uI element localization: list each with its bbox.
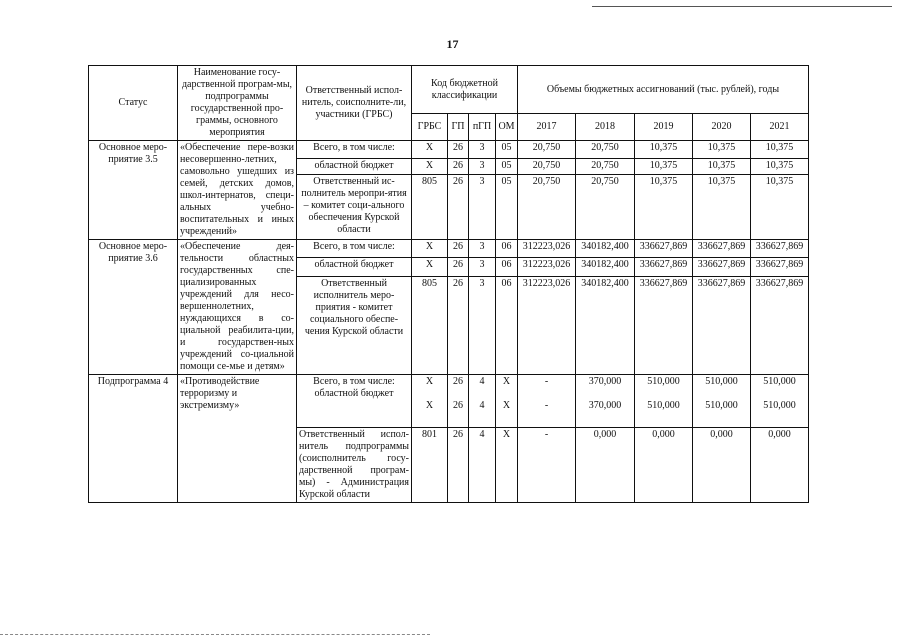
value-cell: 336627,869: [751, 258, 809, 277]
value: 510,000: [647, 400, 680, 411]
value: -: [544, 376, 549, 387]
code-cell: 05: [496, 141, 518, 159]
value-cell: 10,375: [751, 141, 809, 159]
name-cell: «Обеспечение пере-возки несовершенно-летних, самовольно ушедших из семей, детских домов, школ-интернатов, специ-альных учебно-воспитательных и иных учреждений»: [178, 141, 297, 240]
code-cell: 26: [448, 277, 469, 375]
code-cell: 26: [448, 258, 469, 277]
name-cell: «Противодействие терроризму и экстремизму»: [178, 375, 297, 503]
table-row: [89, 240, 809, 258]
header-year: 2019: [635, 114, 693, 141]
header-name: Наименование госу-дарственной програм-мы, подпрограммы государственной про-граммы, основного мероприятия: [178, 66, 297, 141]
top-rule: [592, 6, 892, 7]
code-cell: [412, 375, 448, 428]
value: 370,000: [588, 400, 622, 411]
value-cell: [751, 375, 809, 428]
header-year: 2017: [518, 114, 576, 141]
code-cell: [448, 375, 469, 428]
responsible-cell: Всего, в том числе:: [297, 141, 412, 159]
value-cell: 20,750: [576, 159, 635, 175]
value-cell: 340182,400: [576, 240, 635, 258]
code-value: Х: [502, 376, 511, 387]
code-cell: Х: [412, 258, 448, 277]
value-cell: 20,750: [518, 141, 576, 159]
code-cell: 3: [469, 174, 496, 239]
status-cell: Основное меро-приятие 3.6: [89, 240, 178, 375]
code-cell: Х: [412, 141, 448, 159]
code-cell: Х: [496, 428, 518, 503]
code-cell: 3: [469, 159, 496, 175]
value-cell: 10,375: [635, 141, 693, 159]
responsible-cell: областной бюджет: [297, 258, 412, 277]
code-value: 4: [479, 400, 485, 411]
responsible-cell: Всего, в том числе: областной бюджет: [297, 375, 412, 428]
value-cell: 20,750: [518, 159, 576, 175]
code-cell: 4: [469, 428, 496, 503]
code-value: 4: [479, 376, 485, 387]
value-cell: 336627,869: [635, 258, 693, 277]
value-cell: 336627,869: [693, 277, 751, 375]
budget-table: [88, 65, 809, 503]
value-cell: 20,750: [518, 174, 576, 239]
code-cell: 805: [412, 174, 448, 239]
value-cell: -: [518, 428, 576, 503]
header-row-1: [89, 66, 809, 114]
code-cell: 06: [496, 258, 518, 277]
code-value: Х: [425, 376, 434, 387]
value: -: [544, 400, 549, 411]
value: 510,000: [705, 376, 738, 387]
value-cell: 0,000: [751, 428, 809, 503]
code-cell: 26: [448, 141, 469, 159]
value-cell: 312223,026: [518, 277, 576, 375]
status-cell: Подпрограмма 4: [89, 375, 178, 503]
header-code-group: Код бюджетной классификации: [412, 66, 518, 114]
value-cell: 10,375: [635, 159, 693, 175]
header-year: 2018: [576, 114, 635, 141]
scan-artifact-line: [0, 634, 430, 635]
code-cell: [496, 375, 518, 428]
page-number: 17: [446, 37, 459, 51]
table-row: [89, 141, 809, 159]
code-value: 26: [453, 400, 463, 411]
responsible-cell: Всего, в том числе:: [297, 240, 412, 258]
code-value: Х: [502, 400, 511, 411]
code-cell: [469, 375, 496, 428]
code-cell: 05: [496, 174, 518, 239]
value-cell: 336627,869: [693, 240, 751, 258]
header-code: пГП: [469, 114, 496, 141]
header-code: ГРБС: [412, 114, 448, 141]
value-cell: 336627,869: [635, 240, 693, 258]
code-cell: 3: [469, 240, 496, 258]
header-volumes-group: Объемы бюджетных ассигнований (тыс. рублей), годы: [518, 66, 809, 114]
code-cell: 06: [496, 240, 518, 258]
value-cell: 10,375: [751, 159, 809, 175]
code-cell: 26: [448, 174, 469, 239]
code-cell: 801: [412, 428, 448, 503]
value-cell: 312223,026: [518, 240, 576, 258]
value-cell: 10,375: [693, 159, 751, 175]
value-cell: 340182,400: [576, 258, 635, 277]
status-cell: Основное меро-приятие 3.5: [89, 141, 178, 240]
value-cell: 336627,869: [635, 277, 693, 375]
value-cell: 10,375: [693, 174, 751, 239]
header-code: ГП: [448, 114, 469, 141]
value-cell: 312223,026: [518, 258, 576, 277]
header-code: ОМ: [496, 114, 518, 141]
code-cell: 3: [469, 277, 496, 375]
value-cell: 20,750: [576, 141, 635, 159]
value: 510,000: [763, 400, 796, 411]
code-cell: 26: [448, 240, 469, 258]
code-value: 26: [453, 376, 463, 387]
value-cell: 20,750: [576, 174, 635, 239]
value-cell: [576, 375, 635, 428]
value-cell: 340182,400: [576, 277, 635, 375]
responsible-cell: Ответственный испол-нитель подпрограммы (соисполнитель госу-дарственной програм-мы) - Администрация Курской области: [297, 428, 412, 503]
value-cell: 10,375: [635, 174, 693, 239]
responsible-cell: областной бюджет: [297, 159, 412, 175]
code-cell: 3: [469, 141, 496, 159]
value-cell: 336627,869: [751, 240, 809, 258]
code-cell: Х: [412, 159, 448, 175]
value: 510,000: [647, 376, 680, 387]
value-cell: [693, 375, 751, 428]
code-cell: 805: [412, 277, 448, 375]
code-cell: Х: [412, 240, 448, 258]
responsible-cell: Ответственный исполнитель меро-приятия - комитет социального обеспе-чения Курской области: [297, 277, 412, 375]
value-cell: 336627,869: [693, 258, 751, 277]
code-cell: 26: [448, 159, 469, 175]
header-year: 2021: [751, 114, 809, 141]
code-cell: 05: [496, 159, 518, 175]
value-cell: 0,000: [576, 428, 635, 503]
code-cell: 3: [469, 258, 496, 277]
code-cell: 26: [448, 428, 469, 503]
value-cell: [518, 375, 576, 428]
header-responsible: Ответственный испол-нитель, соисполните-ли, участники (ГРБС): [297, 66, 412, 141]
value-cell: 336627,869: [751, 277, 809, 375]
value-cell: [635, 375, 693, 428]
responsible-cell: Ответственный ис-полнитель меропри-ятия – комитет соци-ального обеспечения Курской области: [297, 174, 412, 239]
header-status: Статус: [89, 66, 178, 141]
header-year: 2020: [693, 114, 751, 141]
value-cell: 0,000: [693, 428, 751, 503]
code-value: Х: [425, 400, 434, 411]
table-row: [89, 375, 809, 428]
value-cell: 0,000: [635, 428, 693, 503]
name-cell: «Обеспечение дея-тельности областных государственных спе-циализированных учреждений для несо-вершеннолетних, нуждающихся в со-циальной реабилита-ции, и государствен-ных учреждений со-циальной помощи се-мье и детям»: [178, 240, 297, 375]
value-cell: 10,375: [693, 141, 751, 159]
code-cell: 06: [496, 277, 518, 375]
value-cell: 10,375: [751, 174, 809, 239]
value: 510,000: [705, 400, 738, 411]
value: 510,000: [763, 376, 796, 387]
value: 370,000: [588, 376, 622, 387]
